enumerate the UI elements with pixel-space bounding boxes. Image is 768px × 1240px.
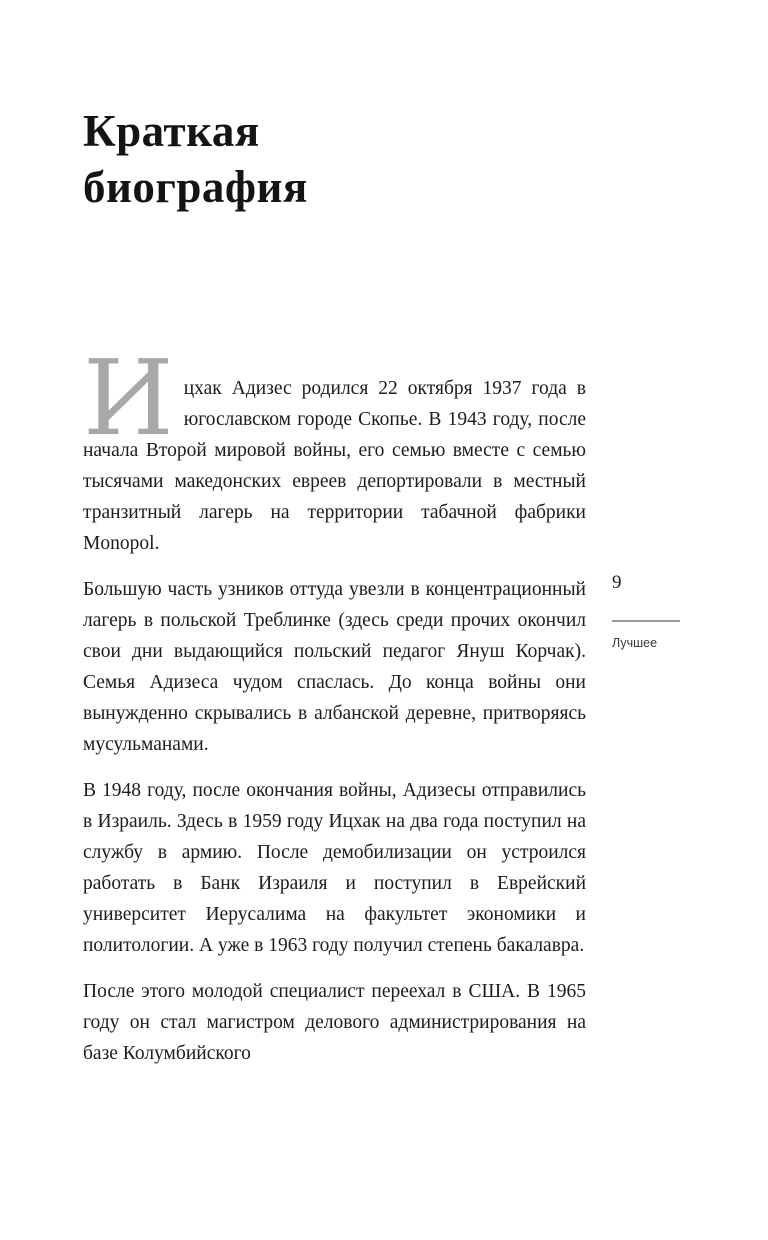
paragraph <box>83 337 586 559</box>
paragraph: В 1948 году, после окончания войны, Адизесы отправились в Израиль. Здесь в 1959 году Ицхак на два года поступил на службу в армию. После демобилизации он устроился работать в Банк Израиля и поступил в Еврейский университет Иерусалима на факультет экономики и политологии. А уже в 1963 году получил степень бакалавра. <box>83 780 586 956</box>
chapter-title-line1: Краткая <box>83 106 260 156</box>
edition-label: Лучшее <box>612 636 658 650</box>
chapter-title-line2: биография <box>83 162 308 212</box>
dropcap-initial: И <box>83 337 174 459</box>
page-number: 9 <box>612 572 622 593</box>
margin-sidebar <box>612 572 732 650</box>
paragraph: Большую часть узников оттуда увезли в концентрационный лагерь в польской Треблинке (здесь среди прочих окончил свои дни выдающийся польский педагог Януш Корчак). Семья Адизеса чудом спаслась. До конца войны они вынужденно скрывались в албанской деревне, притворяясь мусульманами. <box>83 579 586 755</box>
chapter-title <box>83 103 586 215</box>
paragraph: После этого молодой специалист переехал в США. В 1965 году он стал магистром делового администрирования на базе Колумбийского <box>83 981 586 1064</box>
sidebar-divider <box>612 620 680 622</box>
chapter-body <box>83 337 586 1069</box>
main-text-column <box>83 0 586 1069</box>
paragraph-text: цхак Адизес родился 22 октября 1937 года в югославском городе Скопье. В 1943 году, после начала Второй мировой войны, его семью вместе с семью тысячами македонских евреев депортировали в местный транзитный лагерь на территории табачной фабрики Monopol. <box>83 378 586 554</box>
